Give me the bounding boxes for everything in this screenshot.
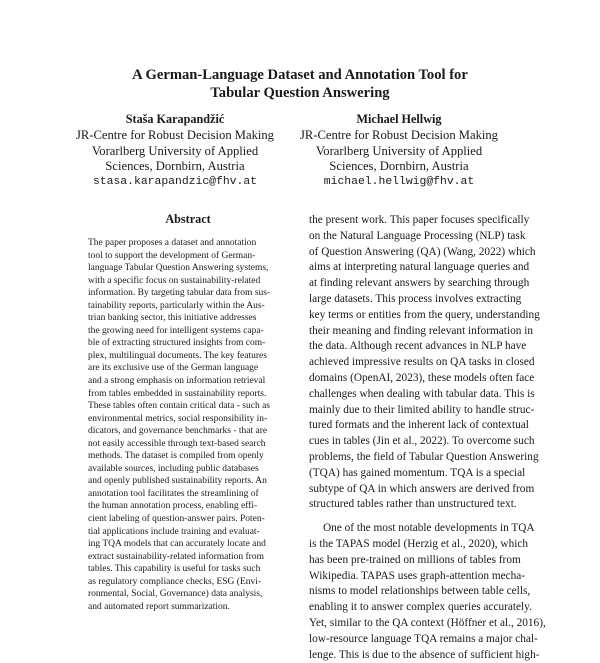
text-line: tial applications include training and evaluat-	[88, 526, 260, 537]
text-line: One of the most notable developments in TQA	[323, 522, 535, 535]
text-line: methods. The dataset is compiled from openly	[88, 451, 264, 462]
author-email[interactable]: stasa.karapandzic@fhv.at	[92, 176, 258, 189]
abstract-heading: Abstract	[165, 212, 211, 226]
text-line: Yet, similar to the QA context (Höffner et al., 2016),	[309, 616, 546, 629]
paper-title	[60, 66, 540, 102]
text-line: problems, the field of Tabular Question Answering	[309, 450, 539, 463]
text-line: These tables often contain critical data - such as	[88, 401, 271, 412]
text-line: dicators, and governance benchmarks - that are	[88, 426, 268, 437]
text-line: has been pre-trained on millions of tables from	[309, 553, 521, 566]
author-name: Michael Hellwig	[356, 112, 442, 126]
text-line: ing TQA models that can accurately locate and	[88, 539, 266, 550]
text-line: plex, multilingual documents. The key features	[88, 350, 267, 361]
author-affiliation-line: JR-Centre for Robust Decision Making	[300, 127, 498, 142]
text-line: structured tables rather than unstructured text.	[309, 498, 517, 511]
text-line: the human annotation process, enabling effi-	[88, 501, 258, 512]
author-block-1	[50, 112, 300, 191]
text-line: their meaning and finding relevant information in	[309, 324, 533, 337]
author-affiliation-line: JR-Centre for Robust Decision Making	[76, 127, 274, 142]
text-line: the present work. This paper focuses specifically	[309, 214, 530, 226]
text-line: cient labeling of question-answer pairs. Poten-	[88, 514, 265, 525]
text-line: The paper proposes a dataset and annotation	[88, 238, 257, 248]
text-line: cues in tables (Jin et al., 2022). To overcome such	[309, 435, 535, 448]
title-line: A German-Language Dataset and Annotation Tool for	[132, 67, 468, 83]
text-line: language Tabular Question Answering systems,	[88, 263, 269, 274]
text-line: tainability reports, particularly within the Aus-	[88, 300, 265, 311]
text-line: and openly published sustainability reports. An	[88, 476, 267, 487]
text-line: tool to support the development of German-	[88, 250, 256, 261]
author-affiliation-line: Sciences, Dornbirn, Austria	[105, 159, 245, 174]
text-line: is the TAPAS model (Herzig et al., 2020), which	[309, 537, 529, 550]
text-line: and automated report summarization.	[88, 601, 230, 612]
text-line: as regulatory compliance checks, ESG (Envi-	[88, 576, 262, 587]
text-line: mainly due to their limited ability to handle struc-	[309, 403, 535, 416]
body-column	[309, 213, 546, 663]
text-line: on the Natural Language Processing (NLP) task	[309, 229, 526, 242]
text-line: the data. Although recent advances in NLP have	[309, 340, 527, 353]
text-line: available sources, including public databases	[88, 463, 259, 474]
text-line: challenges when dealing with tabular data. This is	[309, 387, 535, 400]
author-email[interactable]: michael.hellwig@fhv.at	[323, 176, 475, 189]
text-line: aims at interpreting natural language queries and	[309, 261, 530, 274]
text-line: low-resource language TQA remains a major chal-	[309, 632, 538, 645]
author-affiliation-line: Vorarlberg University of Applied	[315, 143, 483, 158]
text-line: domains (OpenAI, 2023), these models often face	[309, 371, 535, 384]
text-line: the growing need for intelligent systems capa-	[88, 325, 264, 336]
author-name: Staša Karapandžić	[125, 112, 225, 126]
text-line: at finding relevant answers by searching through	[309, 277, 530, 290]
body-paragraph	[309, 213, 540, 513]
text-line: with a specific focus on sustainability-related	[88, 275, 261, 286]
body-paragraph	[309, 521, 546, 663]
text-line: trian banking sector, this initiative addresses	[88, 313, 257, 324]
text-line: lenge. This is due to the absence of sufficient high-	[309, 648, 540, 661]
text-line: environmental metrics, social responsibility in-	[88, 413, 268, 424]
text-line: (TQA) has gained momentum. TQA is a special	[309, 466, 526, 479]
author-affiliation-line: Sciences, Dornbirn, Austria	[329, 159, 469, 174]
text-line: of Question Answering (QA) (Wang, 2022) which	[309, 245, 536, 258]
text-line: ble of extracting structured insights from com-	[88, 338, 266, 349]
text-line: information. By targeting tabular data from sus-	[88, 288, 271, 299]
author-block-2	[274, 112, 524, 191]
text-line: achieved impressive results on QA tasks in closed	[309, 356, 535, 369]
author-affiliation-line: Vorarlberg University of Applied	[91, 143, 259, 158]
text-line: tured formats and the inherent lack of contextual	[309, 419, 529, 432]
text-line: key terms or entities from the query, understanding	[309, 308, 540, 321]
text-line: and a strong emphasis on information retrieval	[88, 376, 266, 387]
text-line: subtype of QA in which answers are derived from	[309, 482, 535, 495]
title-line: Tabular Question Answering	[210, 85, 390, 101]
text-line: are its exclusive use of the German language	[88, 363, 259, 374]
text-line: ronmental, Social, Governance) data analysis,	[88, 589, 263, 600]
text-line: Wikipedia. TAPAS uses graph-attention mecha-	[309, 569, 526, 582]
text-line: nisms to model relationships between table cells,	[309, 585, 531, 598]
text-line: tables. This capability is useful for tasks such	[88, 564, 261, 575]
text-line: extract sustainability-related information from	[88, 551, 264, 562]
text-line: from tables embedded in sustainability reports.	[88, 388, 267, 399]
text-line: large datasets. This process involves extracting	[309, 292, 522, 305]
abstract-text	[88, 237, 288, 613]
text-line: annotation tool facilitates the streamlining of	[88, 488, 259, 499]
text-line: enabling it to answer complex queries accurately.	[309, 601, 532, 614]
text-line: not easily accessible through text-based search	[88, 438, 266, 449]
